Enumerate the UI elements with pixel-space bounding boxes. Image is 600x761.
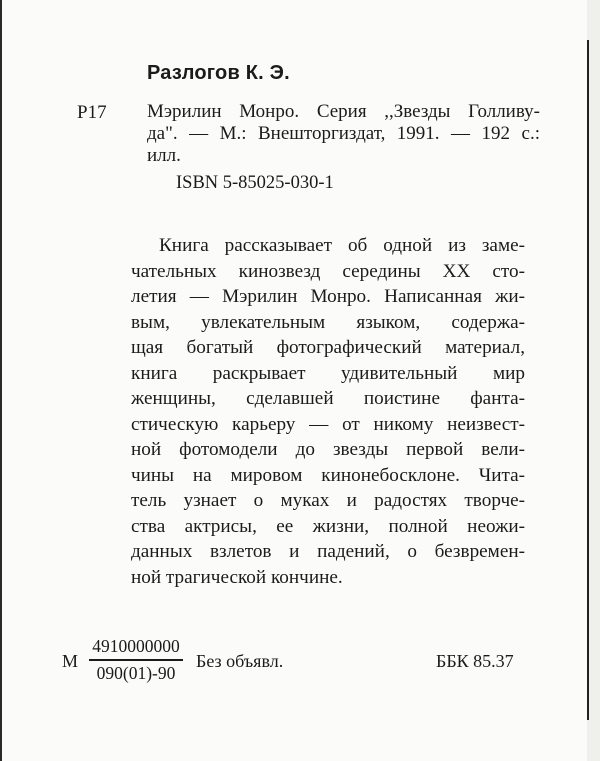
isbn: ISBN 5-85025-030-1: [176, 173, 334, 193]
abstract-line: женщины, сделавшей поистине фанта-: [131, 388, 525, 409]
abstract-line: щая богатый фотографический материал,: [131, 337, 525, 358]
page-right-edge: [587, 0, 600, 761]
abstract-line: ной трагической кончине.: [131, 566, 343, 588]
footer-note: Без объявл.: [196, 651, 284, 671]
abstract-line: чательных кинозвезд середины XX сто-: [131, 260, 525, 282]
bibliographic-record: [147, 101, 540, 167]
biblio-line: илл.: [147, 145, 181, 166]
abstract-paragraph: [131, 233, 525, 590]
abstract-line: книга раскрывает удивительный мир: [131, 362, 525, 384]
abstract-line: вым, увлекательным языком, содержа-: [131, 311, 525, 333]
fraction-numerator: 4910000000: [89, 636, 183, 661]
fraction-denominator: 090(01)-90: [96, 663, 176, 683]
abstract-line: тель узнает о муках и радостях творче-: [131, 490, 525, 511]
abstract-line: ства актрисы, ее жизни, полной неожи-: [131, 515, 525, 537]
biblio-line: да". — М.: Внешторгиздат, 1991. — 192 с.:: [147, 123, 540, 144]
classification-code: P17: [77, 102, 107, 123]
abstract-line: чины на мировом кинонебосклоне. Чита-: [131, 464, 525, 486]
bbk-code: ББК 85.37: [436, 651, 514, 671]
abstract-line: стическую карьеру — от никому неизвест-: [131, 413, 525, 435]
abstract-line: ной фотомодели до звезды первой вели-: [131, 439, 525, 460]
abstract-line: Книга рассказывает об одной из заме-: [159, 235, 525, 256]
abstract-line: летия — Мэрилин Монро. Написанная жи-: [131, 286, 525, 307]
footer-letter: М: [62, 651, 79, 671]
catalog-fraction: [89, 636, 183, 684]
author-heading: Разлогов К. Э.: [147, 62, 290, 84]
biblio-line: Мэрилин Монро. Серия ,,Звезды Голливу-: [147, 101, 540, 122]
abstract-line: данных взлетов и падений, о безвремен-: [131, 541, 525, 562]
page-left-edge: [0, 0, 2, 761]
